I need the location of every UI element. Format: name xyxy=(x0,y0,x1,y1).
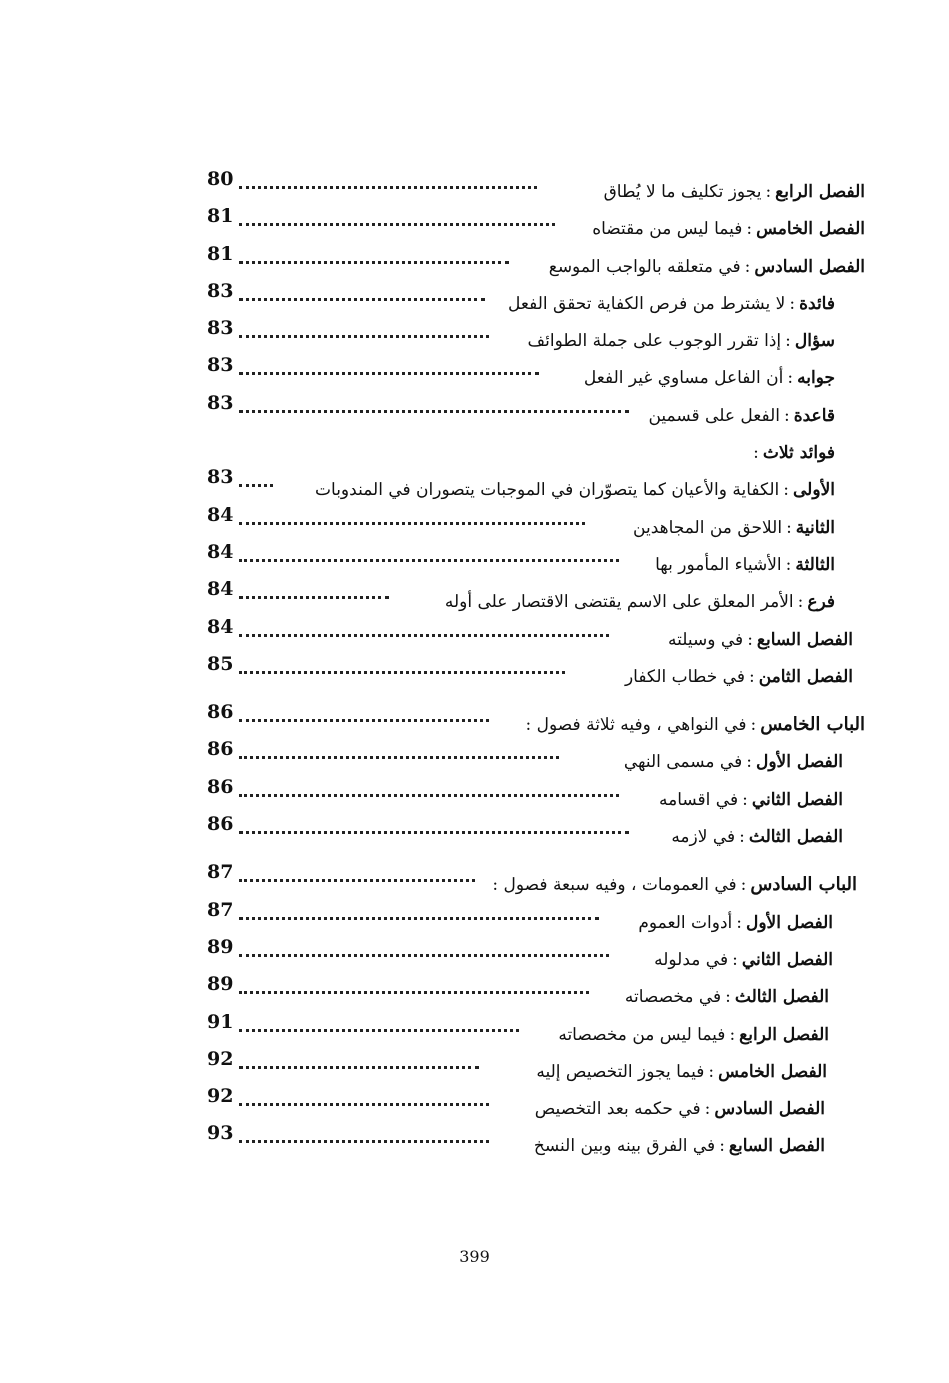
toc-entry-heading: الفصل الثالث xyxy=(748,827,843,848)
toc-entry-text: فيما ليس من مخصصاته xyxy=(558,1024,726,1045)
toc-entry-heading: الفصل الخامس xyxy=(756,219,865,240)
toc-entry-separator: : xyxy=(739,827,745,848)
toc-entry-heading: فائدة xyxy=(799,293,835,314)
toc-entry-title xyxy=(445,590,835,614)
toc-entry-heading: الفصل السادس xyxy=(754,256,865,277)
dot-leader xyxy=(239,1126,489,1143)
toc-entry-separator: : xyxy=(765,182,772,202)
toc-entry-heading: الفصل السابع xyxy=(756,629,853,650)
toc-entry-title xyxy=(584,366,835,390)
toc-entry-heading: الفصل الرابع xyxy=(739,1024,829,1045)
toc-entry-text: في لازمه xyxy=(671,827,736,848)
toc-entry-separator: : xyxy=(783,405,790,426)
toc-entry xyxy=(195,578,865,615)
toc-entry xyxy=(195,429,865,466)
toc-entry-title xyxy=(633,516,835,540)
toc-entry-text: في حكمه بعد التخصيص xyxy=(534,1099,701,1120)
dot-leader xyxy=(239,977,589,994)
toc-entry-text: إذا تقرر الوجوب على جملة الطوائف xyxy=(527,331,782,352)
toc-entry xyxy=(195,936,865,973)
toc-entry-title xyxy=(654,948,833,972)
toc-entry xyxy=(195,1122,865,1159)
toc-entry-heading: الفصل الثاني xyxy=(741,949,833,970)
dot-leader xyxy=(239,209,555,226)
toc-entry-text: الأمر المعلق على الاسم يقتضى الاقتصار على أوله xyxy=(444,592,794,613)
dot-leader xyxy=(239,247,509,264)
toc-entry-separator: : xyxy=(786,517,792,538)
toc-entry-separator: : xyxy=(787,368,794,389)
toc-entry-heading: سؤال xyxy=(794,331,835,352)
toc-page-number: 84 xyxy=(207,615,234,638)
toc-entry-separator: : xyxy=(746,219,753,240)
toc-entry-text: في وسيلته xyxy=(668,629,744,650)
toc-entry-heading: الفصل السابع xyxy=(728,1136,825,1157)
toc-entry-title xyxy=(648,404,835,428)
toc-entry-heading: الباب السادس xyxy=(750,874,857,896)
toc-entry-heading: الفصل الأول xyxy=(745,912,833,933)
toc-entry-text: في الفرق بينه وبين النسخ xyxy=(533,1136,716,1157)
toc-entry-separator: : xyxy=(785,554,792,575)
dot-leader xyxy=(239,705,489,722)
toc-entry xyxy=(195,541,865,578)
toc-entry-heading: الفصل السادس xyxy=(714,1099,825,1120)
dot-leader xyxy=(239,1052,479,1069)
toc-entry-heading: الفصل الأول xyxy=(755,752,843,773)
toc-entry-separator: : xyxy=(750,715,757,736)
toc-entry-text: اللاحق من المجاهدين xyxy=(633,517,783,538)
toc-entry xyxy=(195,205,865,242)
dot-leader xyxy=(239,545,619,562)
toc-page-number: 80 xyxy=(207,168,234,190)
toc-entry-text: في اقسامه xyxy=(658,789,739,810)
toc-page-number: 93 xyxy=(207,1122,234,1145)
toc-entry xyxy=(195,317,865,354)
toc-entry-heading: الثالثة xyxy=(795,554,835,575)
toc-entry xyxy=(195,653,865,690)
toc-page-number: 89 xyxy=(207,973,234,996)
toc-page-number: 86 xyxy=(207,775,234,798)
toc-entry-heading: الفصل الثاني xyxy=(751,789,843,810)
toc-entry xyxy=(195,243,865,280)
table-of-contents xyxy=(195,168,865,1160)
toc-entry-separator: : xyxy=(719,1136,725,1157)
toc-entry-separator: : xyxy=(740,875,747,896)
toc-page-number: 92 xyxy=(207,1047,234,1070)
dot-leader xyxy=(239,321,489,338)
toc-page-number: 83 xyxy=(207,391,234,414)
toc-entry-heading: الباب الخامس xyxy=(760,714,865,736)
toc-entry-separator: : xyxy=(785,331,791,352)
toc-entry-title xyxy=(315,478,835,502)
toc-page-number: 85 xyxy=(207,652,234,675)
toc-entry-separator: : xyxy=(742,789,748,810)
page-number: 399 xyxy=(459,1247,490,1266)
toc-entry-text: في مدلوله xyxy=(654,949,729,970)
toc-entry xyxy=(195,392,865,429)
toc-entry xyxy=(195,1048,865,1085)
toc-entry-separator: : xyxy=(744,256,751,277)
toc-entry-title xyxy=(638,911,833,935)
toc-entry-heading: الفصل الرابع xyxy=(775,182,865,202)
dot-leader xyxy=(239,508,585,525)
toc-entry-title xyxy=(549,255,865,279)
toc-entry-title xyxy=(508,292,835,316)
toc-entry-text: الأشياء المأمور بها xyxy=(655,554,782,575)
toc-entry-title xyxy=(558,1023,829,1047)
toc-entry-separator: : xyxy=(797,592,804,613)
toc-page-number: 81 xyxy=(207,242,234,265)
toc-entry-text: في مسمى النهي xyxy=(623,752,743,773)
toc-entry-text: فيما ليس من مقتضاه xyxy=(592,219,743,240)
toc-entry xyxy=(195,899,865,936)
toc-entry-title xyxy=(624,750,843,774)
toc-entry-title xyxy=(625,665,853,689)
toc-entry xyxy=(195,168,865,205)
toc-entry-text: لا يشترط من فرص الكفاية تحقق الفعل xyxy=(508,293,786,314)
toc-entry-title xyxy=(671,825,843,849)
dot-leader xyxy=(239,582,389,599)
dot-leader xyxy=(239,470,273,487)
toc-entry xyxy=(195,1085,865,1122)
toc-entry-separator: : xyxy=(732,949,738,970)
toc-entry-heading: الفصل الثالث xyxy=(734,987,829,1008)
dot-leader xyxy=(239,742,559,759)
toc-page-number: 87 xyxy=(207,898,234,921)
toc-page-number: 84 xyxy=(207,503,234,526)
toc-entry-separator: : xyxy=(736,912,742,933)
toc-entry xyxy=(195,701,865,738)
toc-entry-title xyxy=(655,553,835,577)
toc-entry-title xyxy=(625,985,829,1009)
toc-entry-heading: جوابه xyxy=(797,368,835,389)
toc-page-number: 81 xyxy=(207,205,234,228)
toc-entry-title xyxy=(592,217,865,241)
toc-entry-separator: : xyxy=(708,1061,715,1082)
toc-entry-heading: الفصل الخامس xyxy=(718,1061,827,1082)
toc-entry xyxy=(195,861,865,898)
toc-entry xyxy=(195,616,865,653)
dot-leader xyxy=(239,284,485,301)
toc-page-number: 86 xyxy=(207,813,234,836)
toc-entry-separator: : xyxy=(747,629,753,650)
dot-leader xyxy=(239,865,475,882)
toc-entry-title xyxy=(535,1097,825,1121)
dot-leader xyxy=(239,780,619,797)
toc-page-number: 86 xyxy=(207,738,234,761)
toc-entry-title xyxy=(668,628,853,652)
toc-entry-text: يجوز تكليف ما لا يُطاق xyxy=(603,182,762,202)
toc-entry-title xyxy=(749,441,835,465)
toc-entry-heading: الثانية xyxy=(795,517,835,538)
toc-entry xyxy=(195,280,865,317)
toc-entry-text: في العمومات ، وفيه سبعة فصول : xyxy=(492,875,737,896)
toc-entry-text: أدوات العموم xyxy=(638,912,733,933)
toc-entry-text: في خطاب الكفار xyxy=(624,666,745,687)
toc-entry-title xyxy=(536,1060,827,1084)
toc-entry-text: الفعل على قسمين xyxy=(648,405,780,426)
toc-page-number: 86 xyxy=(207,701,234,724)
toc-entry-title xyxy=(492,873,857,897)
toc-entry-separator: : xyxy=(746,752,752,773)
toc-entry-text: في النواهي ، وفيه ثلاثة فصول : xyxy=(525,715,747,736)
toc-entry-text: في مخصصاته xyxy=(624,987,722,1008)
toc-entry-separator: : xyxy=(748,666,755,687)
toc-entry-separator: : xyxy=(753,443,759,464)
toc-entry-heading: فوائد ثلاث xyxy=(762,443,835,464)
toc-entry xyxy=(195,466,865,503)
toc-entry-title xyxy=(534,1134,825,1158)
toc-entry-title xyxy=(604,180,865,204)
toc-page-number: 87 xyxy=(207,861,234,884)
toc-entry xyxy=(195,813,865,850)
toc-entry-title xyxy=(659,788,843,812)
dot-leader xyxy=(239,657,565,674)
toc-page-number: 84 xyxy=(207,540,234,563)
toc-entry-text: الكفاية والأعيان كما يتصوّران في الموجبات يتصوران في المندوبات xyxy=(315,480,780,501)
dot-leader xyxy=(239,172,537,189)
toc-page-number: 83 xyxy=(207,466,234,489)
dot-leader xyxy=(239,940,609,957)
toc-page-number: 83 xyxy=(207,354,234,377)
dot-leader xyxy=(239,1089,489,1106)
toc-entry-heading: الأولى xyxy=(793,480,835,501)
toc-entry-separator: : xyxy=(789,293,796,314)
toc-entry-heading: قاعدة xyxy=(793,405,835,426)
toc-entry-title xyxy=(526,713,865,737)
toc-entry-text: فيما يجوز التخصيص إليه xyxy=(536,1061,705,1082)
toc-entry-text: أن الفاعل مساوي غير الفعل xyxy=(583,368,784,389)
toc-entry-title xyxy=(528,329,835,353)
toc-entry xyxy=(195,973,865,1010)
toc-entry-text: في متعلقه بالواجب الموسع xyxy=(548,256,741,277)
toc-entry xyxy=(195,776,865,813)
toc-entry-separator: : xyxy=(704,1099,711,1120)
toc-entry-separator: : xyxy=(725,987,731,1008)
toc-entry xyxy=(195,1011,865,1048)
toc-entry-separator: : xyxy=(783,480,790,501)
toc-page-number: 83 xyxy=(207,317,234,340)
toc-page-number: 92 xyxy=(207,1085,234,1108)
toc-entry-heading: فرع xyxy=(807,592,835,613)
toc-page-number: 84 xyxy=(207,578,234,601)
toc-entry xyxy=(195,354,865,391)
dot-leader xyxy=(239,620,609,637)
toc-page-number: 91 xyxy=(207,1010,234,1033)
toc-page-number: 89 xyxy=(207,935,234,958)
dot-leader xyxy=(239,817,629,834)
dot-leader xyxy=(239,1015,519,1032)
toc-entry-separator: : xyxy=(729,1024,736,1045)
toc-entry xyxy=(195,738,865,775)
toc-entry-heading: الفصل الثامن xyxy=(758,666,853,687)
dot-leader xyxy=(239,396,629,413)
toc-entry xyxy=(195,504,865,541)
dot-leader xyxy=(239,903,599,920)
toc-page-number: 83 xyxy=(207,279,234,302)
dot-leader xyxy=(239,358,539,375)
